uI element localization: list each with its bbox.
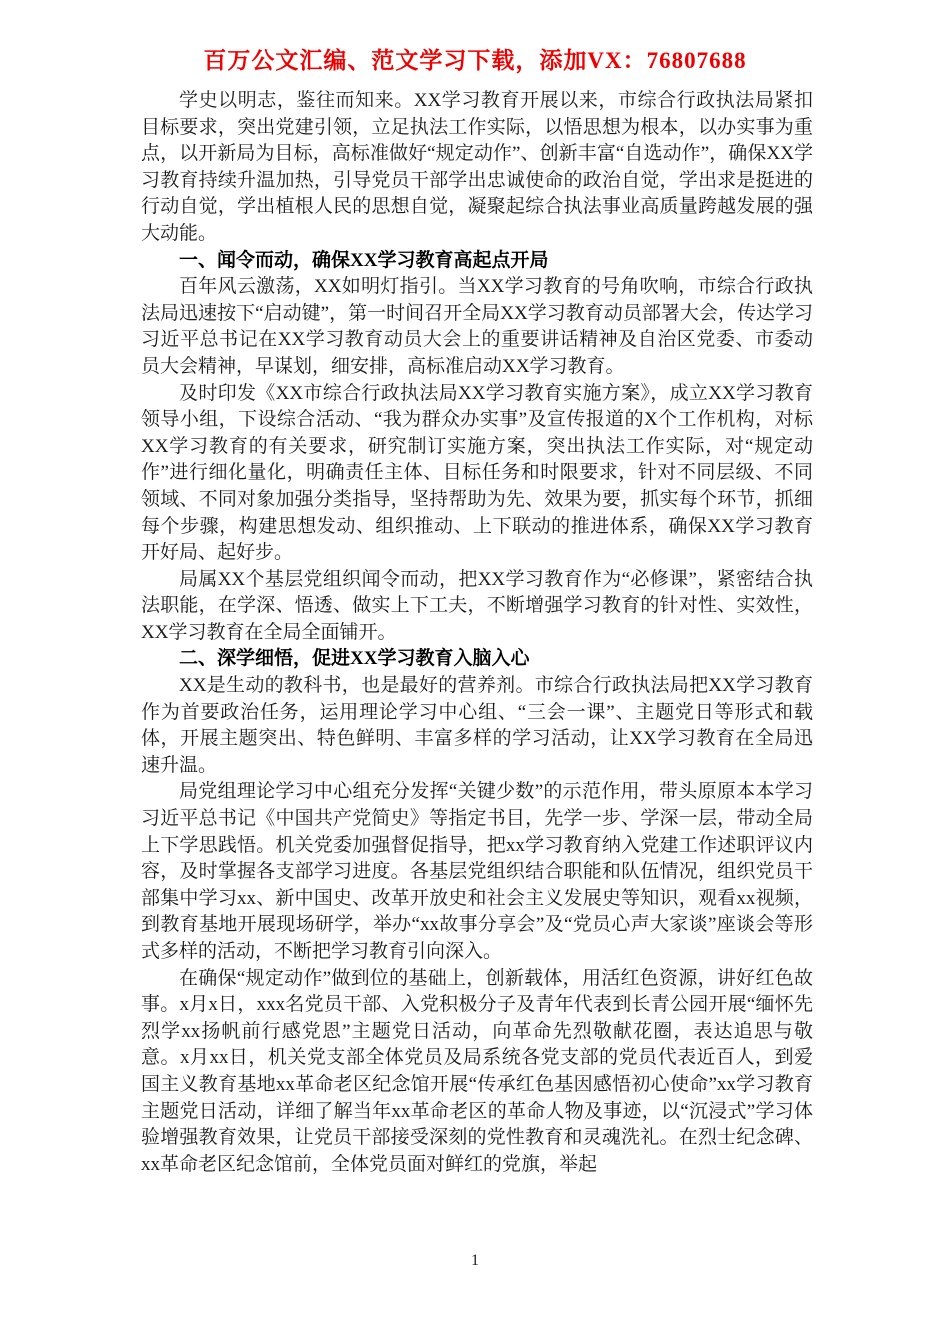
document-body	[141, 88, 813, 1178]
section-heading: 二、深学细悟，促进XX学习教育入脑入心	[179, 648, 530, 670]
body-paragraph: XX是生动的教科书，也是最好的营养剂。市综合行政执法局把XX学习教育作为首要政治任务，运用理论学习中心组、“三会一课”、主题党日等形式和载体，开展主题突出、特色鲜明、丰富多样的学习活动，让XX学习教育在全局迅速升温。	[141, 675, 813, 776]
body-paragraph: 百年风云激荡，XX如明灯指引。当XX学习教育的号角吹响，市综合行政执法局迅速按下“启动键”，第一时间召开全局XX学习教育动员部署大会，传达学习习近平总书记在XX学习教育动员大会上的重要讲话精神及自治区党委、市委动员大会精神，早谋划，细安排，高标准启动XX学习教育。	[141, 276, 813, 377]
body-paragraph: 局党组理论学习中心组充分发挥“关键少数”的示范作用，带头原原本本学习习近平总书记《中国共产党简史》等指定书目，先学一步、学深一层，带动全局上下学思践悟。机关党委加强督促指导，把xx学习教育纳入党建工作述职评议内容，及时掌握各支部学习进度。各基层党组织结合职能和队伍情况，组织党员干部集中学习xx、新中国史、改革开放史和社会主义发展史等知识，观看xx视频，到教育基地开展现场研学，举办“xx故事分享会”及“党员心声大家谈”座谈会等形式多样的活动，不断把学习教育引向深入。	[141, 781, 813, 962]
section-heading: 一、闻令而动，确保XX学习教育高起点开局	[179, 249, 549, 271]
promo-header-text: 百万公文汇编、范文学习下载，添加VX：76807688	[203, 48, 747, 73]
page-number: 1	[471, 1252, 479, 1269]
body-paragraph: 及时印发《XX市综合行政执法局XX学习教育实施方案》，成立XX学习教育领导小组，下设综合活动、“我为群众办实事”及宣传报道的X个工作机构，对标XX学习教育的有关要求，研究制订实施方案，突出执法工作实际，对“规定动作”进行细化量化，明确责任主体、目标任务和时限要求，针对不同层级、不同领域、不同对象加强分类指导，坚持帮助为先、效果为要，抓实每个环节，抓细每个步骤，构建思想发动、组织推动、上下联动的推进体系，确保XX学习教育开好局、起好步。	[141, 382, 813, 564]
body-paragraph: 在确保“规定动作”做到位的基础上，创新载体，用活红色资源，讲好红色故事。x月x日，xxx名党员干部、入党积极分子及青年代表到长青公园开展“缅怀先烈学xx扬帆前行感党恩”主题党日活动，向革命先烈敬献花圈，表达追思与敬意。x月xx日，机关党支部全体党员及局系统各党支部的党员代表近百人，到爱国主义教育基地xx革命老区纪念馆开展“传承红色基因感悟初心使命”xx学习教育主题党日活动，详细了解当年xx革命老区的革命人物及事迹，以“沉浸式”学习体验增强教育效果，让党员干部接受深刻的党性教育和灵魂洗礼。在烈士纪念碑、xx革命老区纪念馆前，全体党员面对鲜红的党旗，举起	[141, 967, 813, 1175]
body-paragraph: 学史以明志，鉴往而知来。XX学习教育开展以来，市综合行政执法局紧扣目标要求，突出党建引领，立足执法工作实际，以悟思想为根本，以办实事为重点，以开新局为目标，高标准做好“规定动作”、创新丰富“自选动作”，确保XX学习教育持续升温加热，引导党员干部学出忠诚使命的政治自觉，学出求是挺进的行动自觉，学出植根人民的思想自觉，凝聚起综合执法事业高质量跨越发展的强大动能。	[141, 90, 813, 244]
body-paragraph: 局属XX个基层党组织闻令而动，把XX学习教育作为“必修课”，紧密结合执法职能，在学深、悟透、做实上下工夫，不断增强学习教育的针对性、实效性，XX学习教育在全局全面铺开。	[141, 568, 813, 643]
